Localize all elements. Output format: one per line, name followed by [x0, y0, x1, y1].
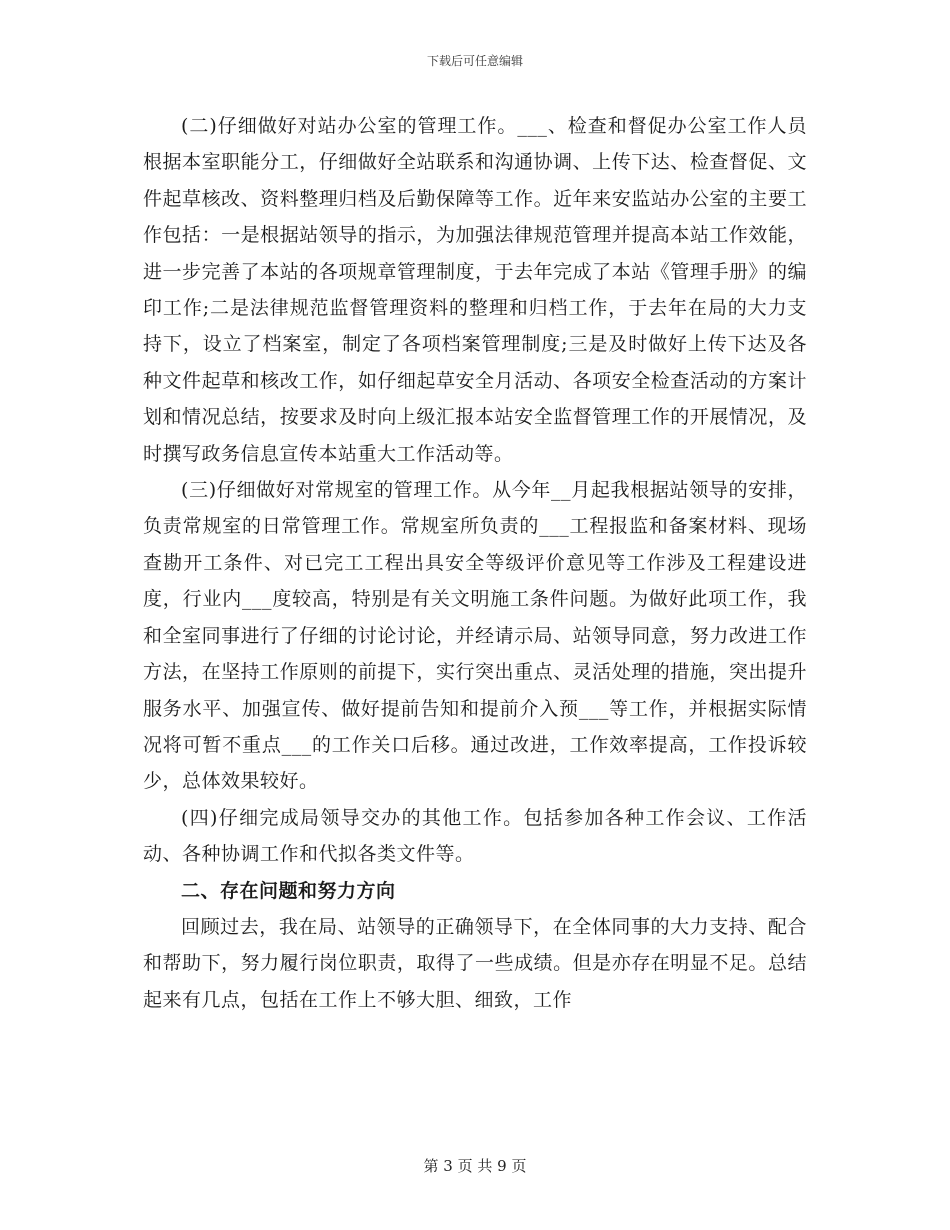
page-header: 下载后可任意编辑 [426, 54, 523, 68]
paragraph-office-management: (二)仔细做好对站办公室的管理工作。___、检查和督促办公室工作人员根据本室职能分工，仔细做好全站联系和沟通协调、上传下达、检查督促、文件起草核改、资料整理归档及后勤保障等工作。近年来安监站办公室的主要工作包括：一是根据站领导的指示，为加强法律规范管理并提高本站工作效能，进一步完善了本站的各项规章管理制度，于去年完成了本站《管理手册》的编印工作;二是法律规范监督管理资料的整理和归档工作，于去年在局的大力支持下，设立了档案室，制定了各项档案管理制度;三是及时做好上传下达及各种文件起草和核改工作，如仔细起草安全月活动、各项安全检查活动的方案计划和情况总结，按要求及时向上级汇报本站安全监督管理工作的开展情况，及时撰写政务信息宣传本站重大工作活动等。 [143, 115, 807, 465]
document-body [143, 108, 807, 1018]
paragraph-other-tasks: (四)仔细完成局领导交办的其他工作。包括参加各种工作会议、工作活动、各种协调工作和代拟各类文件等。 [143, 806, 807, 866]
section-heading-problems: 二、存在问题和努力方向 [181, 879, 396, 902]
page-footer: 第 3 页 共 9 页 [423, 1157, 527, 1175]
paragraph-routine-room-management: (三)仔细做好对常规室的管理工作。从今年__月起我根据站领导的安排，负责常规室的日常管理工作。常规室所负责的___工程报监和备案材料、现场查勘开工条件、对已完工工程出具安全等级评价意见等工作涉及工程建设进度，行业内___度较高，特别是有关文明施工条件问题。为做好此项工作，我和全室同事进行了仔细的讨论讨论，并经请示局、站领导同意，努力改进工作方法，在坚持工作原则的前提下，实行突出重点、灵活处理的措施，突出提升服务水平、加强宣传、做好提前告知和提前介入预___等工作，并根据实际情况将可暂不重点___的工作关口后移。通过改进，工作效率提高，工作投诉较少，总体效果较好。 [143, 479, 807, 793]
paragraph-review: 回顾过去，我在局、站领导的正确领导下，在全体同事的大力支持、配合和帮助下，努力履行岗位职责，取得了一些成绩。但是亦存在明显不足。总结起来有几点，包括在工作上不够大胆、细致，工作 [143, 915, 807, 1011]
